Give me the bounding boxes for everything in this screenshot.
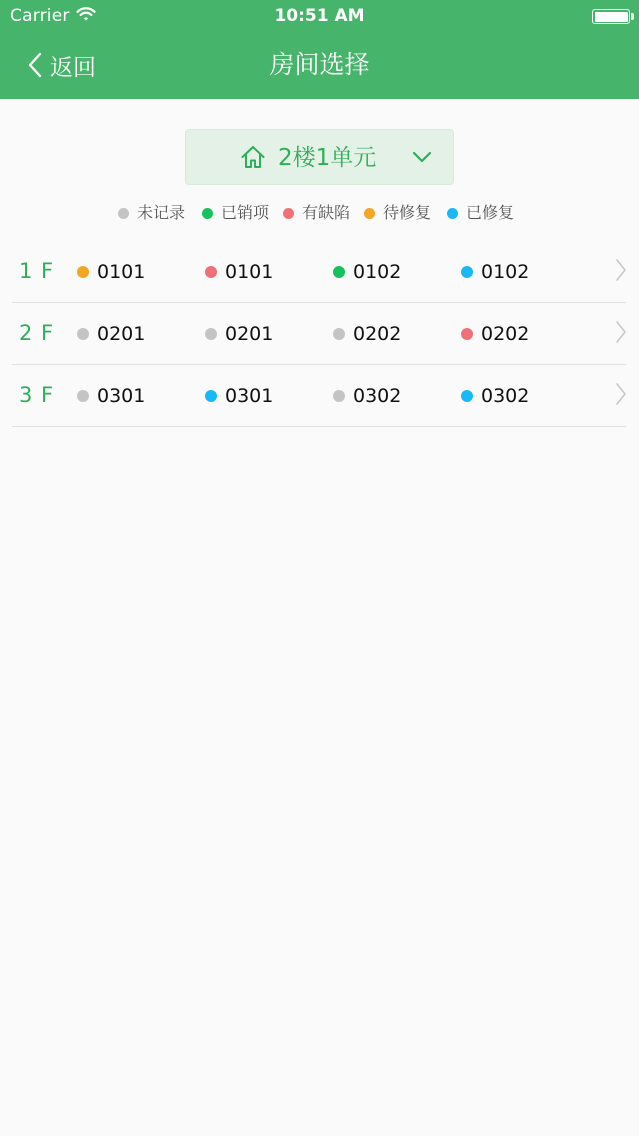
status-dot [333,390,345,402]
floor-row-2f[interactable] [12,303,626,365]
status-dot [205,390,217,402]
floor-row-3f[interactable] [12,365,626,427]
legend-item-pending-repair [364,201,431,225]
room-item[interactable] [461,384,529,408]
carrier-label: Carrier [10,6,70,26]
room-item[interactable] [333,260,401,284]
floor-label: 2 F [19,321,55,345]
room-number: 0302 [353,385,402,407]
battery-icon [592,9,630,24]
room-number: 0202 [353,323,402,345]
status-dot [202,208,213,219]
status-dot [118,208,129,219]
status-dot [461,328,473,340]
chevron-right-icon [615,320,627,344]
room-item[interactable] [461,260,529,284]
status-dot [461,266,473,278]
room-number: 0201 [225,323,274,345]
room-number: 0301 [225,385,274,407]
legend-label: 已修复 [466,203,515,222]
room-number: 0302 [481,385,530,407]
room-item[interactable] [205,322,273,346]
floor-row-1f[interactable] [12,241,626,303]
building-selector[interactable] [185,129,454,185]
chevron-right-icon [615,258,627,282]
legend-item-not-recorded [118,201,185,225]
status-bar [0,0,639,32]
status-dot [283,208,294,219]
legend-item-defective [283,201,350,225]
room-number: 0202 [481,323,530,345]
room-item[interactable] [333,322,401,346]
legend-item-closed [202,201,269,225]
room-number: 0101 [225,261,274,283]
home-icon [240,144,266,170]
header [0,0,639,99]
battery-tip [631,13,634,20]
room-item[interactable] [461,322,529,346]
status-dot [205,328,217,340]
status-dot [77,328,89,340]
room-number: 0301 [97,385,146,407]
room-number: 0102 [481,261,530,283]
room-number: 0102 [353,261,402,283]
floor-label: 3 F [19,383,55,407]
status-dot [364,208,375,219]
page-title: 房间选择 [269,50,370,79]
status-legend [0,201,639,225]
status-dot [77,266,89,278]
back-label: 返回 [50,54,96,81]
room-item[interactable] [77,322,145,346]
status-dot [461,390,473,402]
room-item[interactable] [333,384,401,408]
legend-label: 待修复 [383,203,432,222]
status-dot [205,266,217,278]
floor-label: 1 F [19,259,55,283]
chevron-right-icon [615,382,627,406]
status-dot [333,328,345,340]
room-item[interactable] [77,260,145,284]
status-dot [333,266,345,278]
legend-item-repaired [447,201,514,225]
status-dot [447,208,458,219]
building-label: 2楼1单元 [278,145,377,171]
room-item[interactable] [77,384,145,408]
chevron-down-icon [412,150,432,164]
room-number: 0201 [97,323,146,345]
legend-label: 已销项 [221,203,270,222]
room-number: 0101 [97,261,146,283]
status-time: 10:51 AM [274,6,365,26]
status-dot [77,390,89,402]
legend-label: 有缺陷 [302,203,351,222]
legend-label: 未记录 [137,203,186,222]
nav-bar [0,32,639,99]
room-item[interactable] [205,260,273,284]
room-item[interactable] [205,384,273,408]
